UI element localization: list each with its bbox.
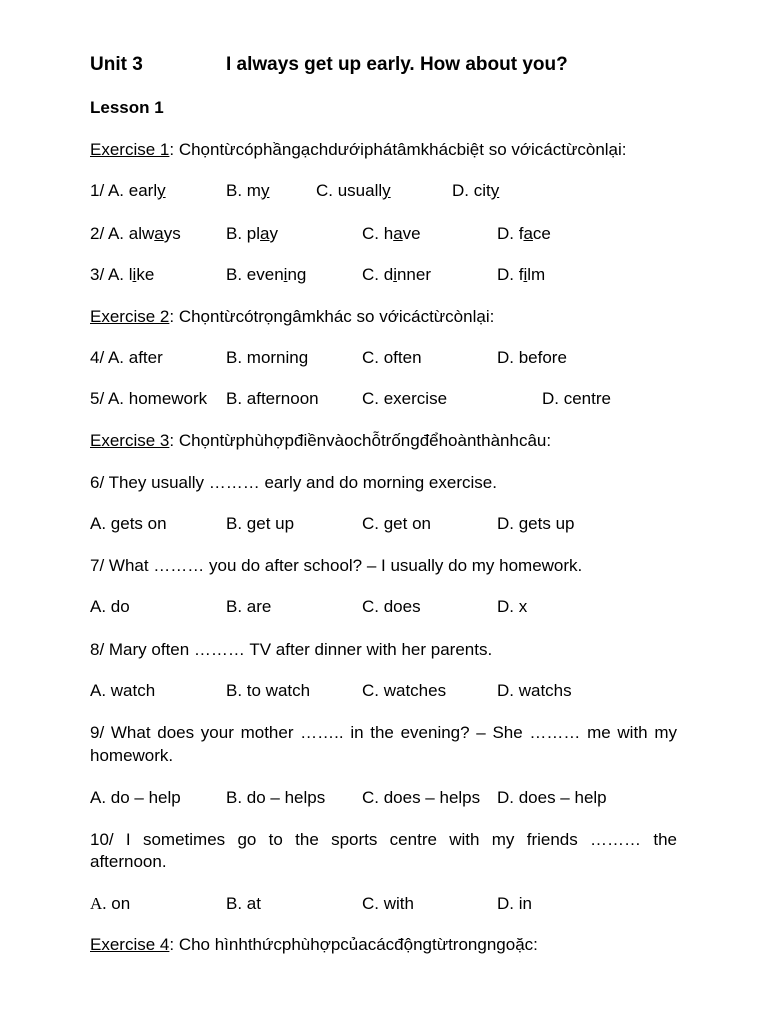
q3-option-a: 3/ A. like xyxy=(90,265,155,284)
q5-option-b: B. afternoon xyxy=(226,389,319,408)
q7-option-d: D. x xyxy=(497,597,528,616)
q2-option-d: D. face xyxy=(497,224,551,243)
exercise-1-instruction: : Chọntừcóphầngạchdướiphátâmkhácbiệt so vớicáctừcònlại: xyxy=(169,140,627,159)
exercise-3-heading xyxy=(90,431,551,451)
q6-option-a: A. gets on xyxy=(90,514,167,533)
q10-option-a: A. on xyxy=(90,894,131,913)
q7-option-b: B. are xyxy=(226,597,272,616)
q9-option-d: D. does – help xyxy=(497,788,607,807)
q10-option-d: D. in xyxy=(497,894,532,913)
exercise-1-label: Exercise 1 xyxy=(90,140,170,159)
q6-option-d: D. gets up xyxy=(497,514,575,533)
q4-option-b: B. morning xyxy=(226,348,309,367)
q9-question-line-2: homework. xyxy=(90,746,174,765)
q8-option-b: B. to watch xyxy=(226,681,311,700)
q10-option-c: C. with xyxy=(362,894,414,913)
exercise-1-heading xyxy=(90,140,627,160)
q7-question: 7/ What ……… you do after school? – I usually do my homework. xyxy=(90,556,583,575)
q10-option-b: B. at xyxy=(226,894,261,913)
q8-option-c: C. watches xyxy=(362,681,447,700)
q4-option-d: D. before xyxy=(497,348,567,367)
q9-option-b: B. do – helps xyxy=(226,788,326,807)
q6-option-c: C. get on xyxy=(362,514,431,533)
lesson-label: Lesson 1 xyxy=(90,98,164,117)
q3-option-b: B. evening xyxy=(226,265,307,284)
q5-option-a: 5/ A. homework xyxy=(90,389,208,408)
q1-option-d: D. city xyxy=(452,181,500,200)
q3-option-c: C. dinner xyxy=(362,265,431,284)
q9-option-a: A. do – help xyxy=(90,788,181,807)
exercise-3-label: Exercise 3 xyxy=(90,431,170,450)
q7-option-c: C. does xyxy=(362,597,421,616)
exercise-4-heading xyxy=(90,935,538,955)
exercise-4-instruction: : Cho hìnhthứcphùhợpcủacácđộngtừtrongngoặc: xyxy=(169,935,538,954)
q8-question: 8/ Mary often ……… TV after dinner with her parents. xyxy=(90,640,493,659)
unit-label: Unit 3 xyxy=(90,54,143,75)
exercise-2-label: Exercise 2 xyxy=(90,307,170,326)
q2-option-c: C. have xyxy=(362,224,421,243)
q1-option-a: 1/ A. early xyxy=(90,181,166,200)
q7-option-a: A. do xyxy=(90,597,130,616)
q1-option-c: C. usually xyxy=(316,181,391,200)
page-title: I always get up early. How about you? xyxy=(226,54,568,75)
q10-question-line-1: 10/ I sometimes go to the sports centre with my friends ……… the xyxy=(90,830,677,849)
q6-question: 6/ They usually ……… early and do morning exercise. xyxy=(90,473,497,492)
q6-option-b: B. get up xyxy=(226,514,295,533)
q10-question-line-2: afternoon. xyxy=(90,852,167,871)
q8-option-a: A. watch xyxy=(90,681,156,700)
exercise-3-instruction: : Chọntừphùhợpđiềnvàochỗtrốngđểhoànthànhcâu: xyxy=(169,431,552,450)
q9-question-line-1: 9/ What does your mother …….. in the evening? – She ……… me with my xyxy=(90,723,677,742)
q3-option-d: D. film xyxy=(497,265,546,284)
exercise-4-label: Exercise 4 xyxy=(90,935,170,954)
q5-option-d: D. centre xyxy=(542,389,611,408)
q1-option-b: B. my xyxy=(226,181,270,200)
exercise-2-heading xyxy=(90,307,494,327)
q5-option-c: C. exercise xyxy=(362,389,448,408)
q2-option-b: B. play xyxy=(226,224,278,243)
q4-option-a: 4/ A. after xyxy=(90,348,163,367)
q4-option-c: C. often xyxy=(362,348,422,367)
exercise-2-instruction: : Chọntừcótrọngâmkhác so vớicáctừcònlại: xyxy=(169,307,495,326)
q2-option-a: 2/ A. always xyxy=(90,224,181,243)
q8-option-d: D. watchs xyxy=(497,681,572,700)
q9-option-c: C. does – helps xyxy=(362,788,481,807)
